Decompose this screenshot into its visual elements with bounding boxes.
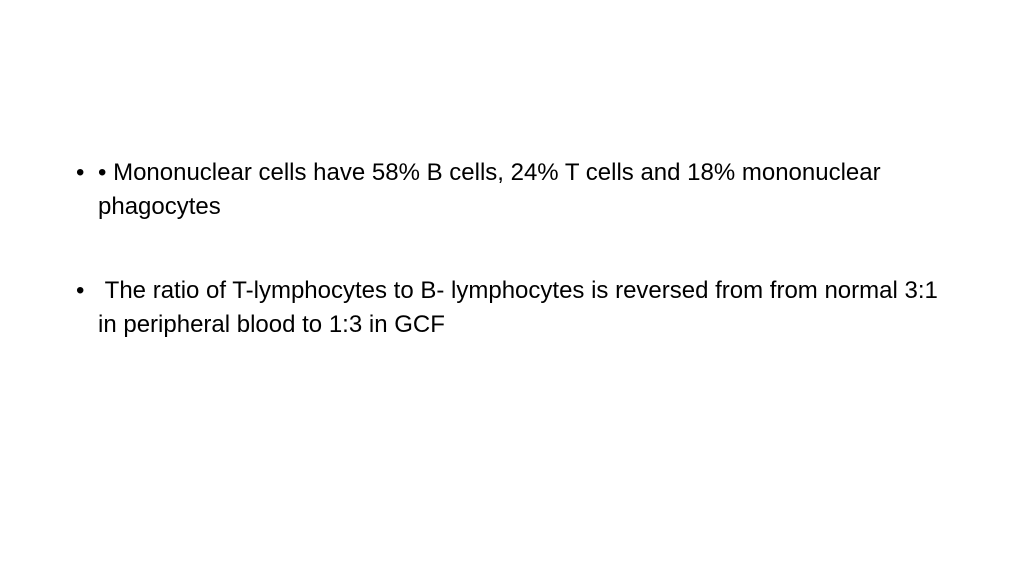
bullet-marker: • bbox=[76, 159, 85, 186]
bullet-list bbox=[74, 156, 954, 392]
bullet-item-lymphocyte-ratio bbox=[74, 274, 954, 342]
bullet-item-mononuclear-cells bbox=[74, 156, 954, 224]
bullet-marker: • bbox=[76, 277, 85, 304]
bullet-text: The ratio of T-lymphocytes to B- lymphocytes is reversed from from normal 3:1 in peripheral blood to 1:3 in GCF bbox=[98, 277, 945, 338]
bullet-text: • Mononuclear cells have 58% B cells, 24% T cells and 18% mononuclear phagocytes bbox=[98, 159, 881, 220]
